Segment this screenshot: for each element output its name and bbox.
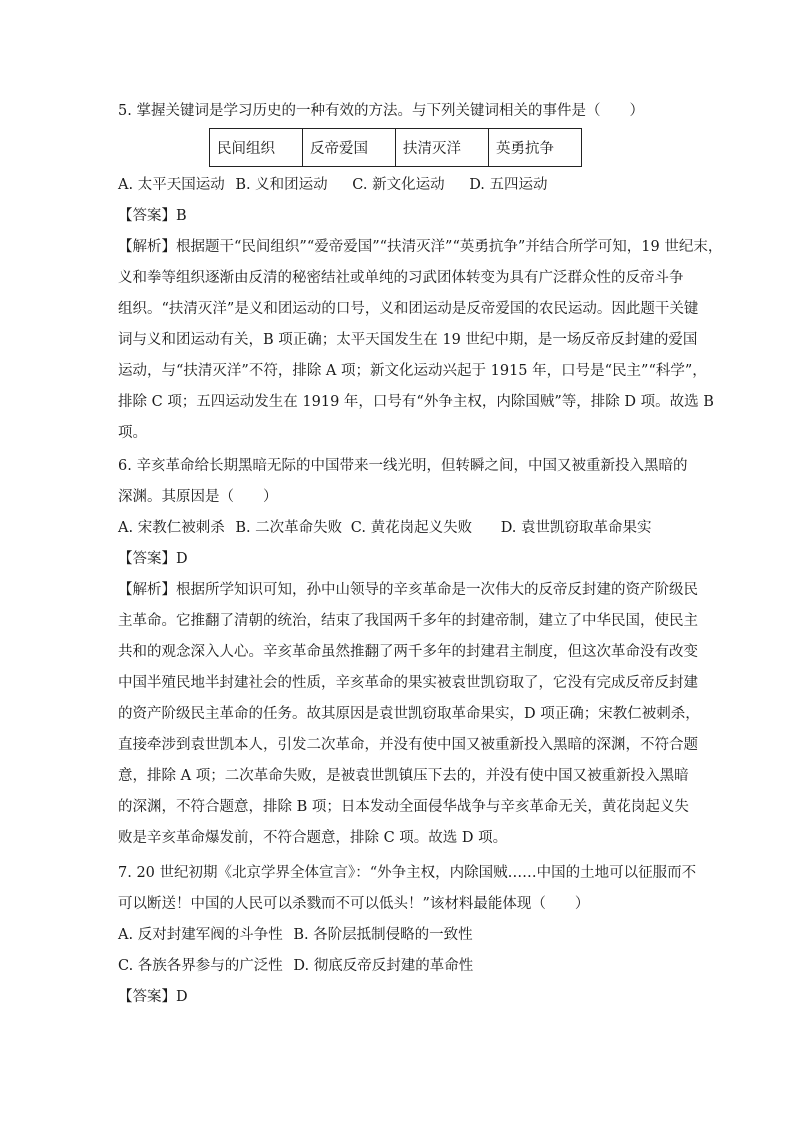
q6-analysis-line: 中国半殖民地半封建社会的性质，辛亥革命的果实被袁世凯窃取了，它没有完成反帝反封建 xyxy=(118,675,698,691)
keyword-cell: 民间组织 xyxy=(210,129,303,167)
option-d: D. 彻底反帝反封建的革命性 xyxy=(293,958,474,974)
keyword-cell: 扶清灭洋 xyxy=(396,129,489,167)
q5-analysis-line: 运动，与“扶清灭洋”不符，排除 A 项；新文化运动兴起于 1915 年，口号是“民主”“科学”， xyxy=(118,363,707,379)
q5-analysis-line: 组织。“扶清灭洋”是义和团运动的口号，义和团运动是反帝爱国的农民运动。因此题干关键 xyxy=(118,301,699,317)
q6-analysis-line: 直接牵涉到袁世凯本人，引发二次革命，并没有使中国又被重新投入黑暗的深渊，不符合题 xyxy=(118,737,698,753)
option-b: B. 二次革命失败 xyxy=(235,520,343,536)
option-d: D. 五四运动 xyxy=(469,177,548,193)
q7-answer: 【答案】D xyxy=(118,989,188,1005)
keyword-cell: 反帝爱国 xyxy=(303,129,396,167)
option-a: A. 宋教仁被刺杀 xyxy=(118,520,225,536)
q5-analysis-line: 词与义和团运动有关，B 项正确；太平天国发生在 19 世纪中期，是一场反帝反封建的爱国 xyxy=(118,332,698,348)
q6-analysis-line: 【解析】根据所学知识可知，孙中山领导的辛亥革命是一次伟大的反帝反封建的资产阶级民 xyxy=(118,582,698,598)
keyword-cell: 英勇抗争 xyxy=(489,129,582,167)
q5-analysis-line: 排除 C 项；五四运动发生在 1919 年，口号有“外争主权，内除国贼”等，排除 D 项。故选 B xyxy=(118,394,714,410)
q6-stem-line: 深渊。其原因是（ ） xyxy=(118,489,278,505)
option-c: C. 黄花岗起义失败 xyxy=(350,520,473,536)
q6-options xyxy=(118,518,678,538)
q6-analysis-line: 主革命。它推翻了清朝的统治，结束了我国两千多年的封建帝制，建立了中华民国，使民主 xyxy=(118,613,698,629)
q5-analysis-line: 义和拳等组织逐渐由反清的秘密结社或单纯的习武团体转变为具有广泛群众性的反帝斗争 xyxy=(118,270,684,286)
option-a: A. 太平天国运动 xyxy=(118,177,225,193)
option-b: B. 各阶层抵制侵略的一致性 xyxy=(293,927,473,943)
q5-options xyxy=(118,175,678,195)
q6-stem-line: 6. 辛亥革命给长期黑暗无际的中国带来一线光明，但转瞬之间，中国又被重新投入黑暗的 xyxy=(118,458,688,474)
q6-answer: 【答案】D xyxy=(118,551,188,567)
q5-analysis-line: 【解析】根据题干“民间组织”“爱帝爱国”“扶清灭洋”“英勇抗争”并结合所学可知，19 世纪末， xyxy=(118,239,723,255)
q6-analysis-line: 败是辛亥革命爆发前，不符合题意，排除 C 项。故选 D 项。 xyxy=(118,830,508,846)
q6-analysis-line: 的深渊，不符合题意，排除 B 项；日本发动全面侵华战争与辛亥革命无关，黄花岗起义失 xyxy=(118,799,689,815)
q6-analysis-line: 共和的观念深入人心。辛亥革命虽然推翻了两千多年的封建君主制度，但这次革命没有改变 xyxy=(118,644,698,660)
q6-analysis-line: 意，排除 A 项；二次革命失败，是被袁世凯镇压下去的，并没有使中国又被重新投入黑暗 xyxy=(118,768,689,784)
option-c: C. 新文化运动 xyxy=(352,177,445,193)
q5-analysis-line: 项。 xyxy=(118,425,147,441)
option-d: D. 袁世凯窃取革命果实 xyxy=(500,520,652,536)
option-c: C. 各族各界参与的广泛性 xyxy=(118,958,283,974)
q5-stem: 5. 掌握关键词是学习历史的一种有效的方法。与下列关键词相关的事件是（ ） xyxy=(118,103,644,119)
option-a: A. 反对封建军阀的斗争性 xyxy=(118,927,283,943)
q5-answer: 【答案】B xyxy=(118,208,187,224)
q5-keyword-table xyxy=(209,128,582,167)
q7-options-row xyxy=(118,925,678,945)
q7-options-row xyxy=(118,956,678,976)
option-b: B. 义和团运动 xyxy=(235,177,328,193)
q7-stem-line: 7. 20 世纪初期《北京学界全体宣言》：“外争主权，内除国贼……中国的土地可以征服而不 xyxy=(118,865,697,881)
q7-stem-line: 可以断送！中国的人民可以杀戮而不可以低头！”该材料最能体现（ ） xyxy=(118,896,590,912)
q6-analysis-line: 的资产阶级民主革命的任务。故其原因是袁世凯窃取革命果实，D 项正确；宋教仁被刺杀， xyxy=(118,706,700,722)
